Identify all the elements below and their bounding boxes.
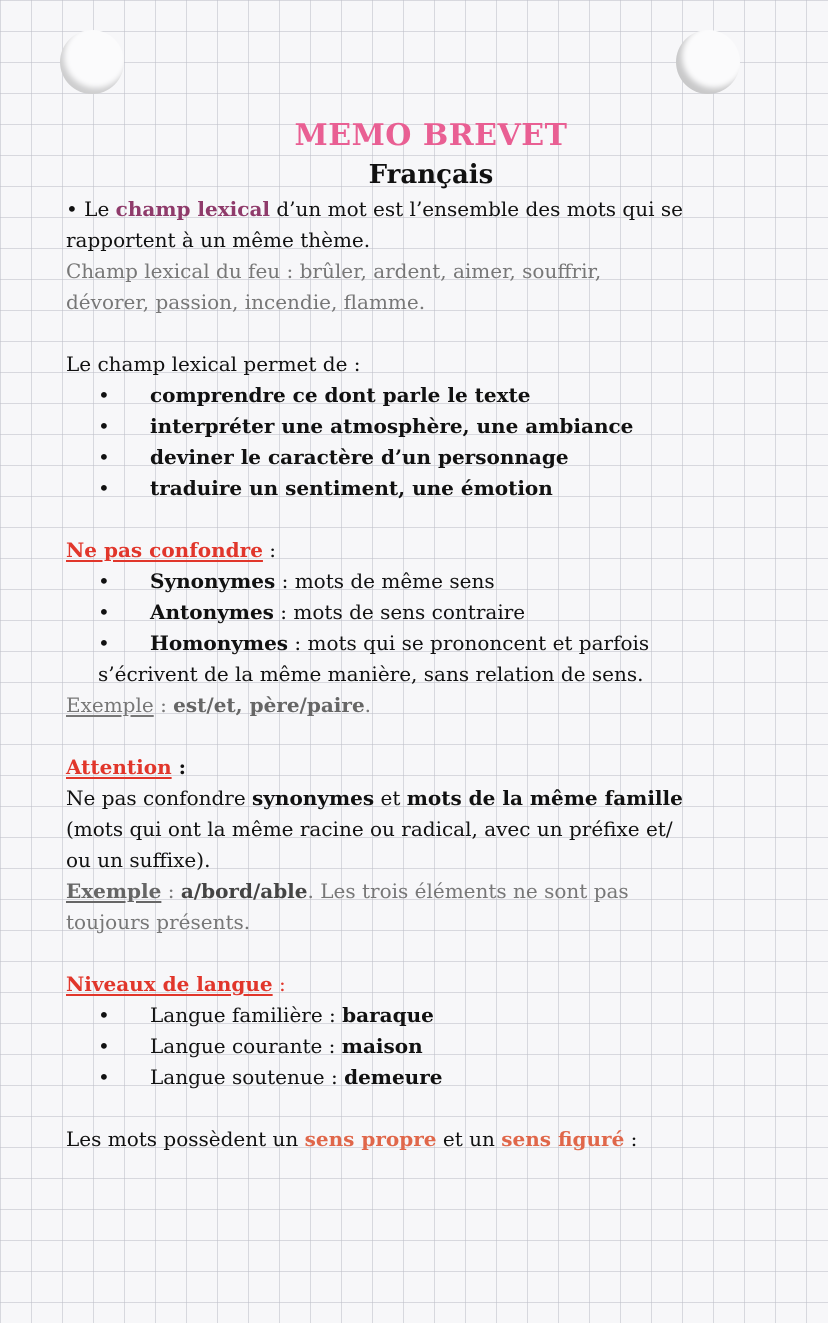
list-item: • Synonymes : mots de même sens xyxy=(98,569,495,593)
list-item: • Homonymes : mots qui se prononcent et parfois xyxy=(98,631,650,655)
sens-line: Les mots possèdent un sens propre et un sens figuré : xyxy=(66,1127,638,1151)
binder-hole-right xyxy=(676,30,740,94)
list-item: • traduire un sentiment, une émotion xyxy=(98,476,553,500)
niveaux-heading: Niveaux de langue xyxy=(66,972,273,996)
list-item: • Antonymes : mots de sens contraire xyxy=(98,600,526,624)
homonymes-continuation: s’écrivent de la même manière, sans relation de sens. xyxy=(98,662,644,686)
attention-line-1: Ne pas confondre synonymes et mots de la même famille xyxy=(66,786,683,810)
term-champ-lexical: champ lexical xyxy=(115,197,271,221)
attention-heading-line: Attention : xyxy=(66,755,186,779)
attention-line-3: ou un suffixe). xyxy=(66,848,211,872)
champ-lexical-example-1: Champ lexical du feu : brûler, ardent, aimer, souffrir, xyxy=(66,259,602,283)
binder-hole-left xyxy=(60,30,124,94)
champ-lexical-example-2: dévorer, passion, incendie, flamme. xyxy=(66,290,426,314)
list-item: • Langue courante : maison xyxy=(98,1034,423,1058)
list-item: • comprendre ce dont parle le texte xyxy=(98,383,531,407)
champ-lexical-permet: Le champ lexical permet de : xyxy=(66,352,361,376)
list-item: • deviner le caractère d’un personnage xyxy=(98,445,569,469)
attention-example-cont: toujours présents. xyxy=(66,910,251,934)
confondre-heading: Ne pas confondre xyxy=(66,538,263,562)
attention-line-2: (mots qui ont la même racine ou radical, avec un préfixe et/ xyxy=(66,817,673,841)
attention-example: Exemple : a/bord/able. Les trois éléments ne sont pas xyxy=(66,879,629,903)
niveaux-list xyxy=(66,1000,796,1093)
champ-lexical-definition-cont: rapportent à un même thème. xyxy=(66,228,371,252)
page-subtitle: Français xyxy=(368,160,494,190)
list-item: • Langue familière : baraque xyxy=(98,1003,434,1027)
list-item: • interpréter une atmosphère, une ambiance xyxy=(98,414,634,438)
niveaux-heading-line: Niveaux de langue : xyxy=(66,972,286,996)
confondre-example: Exemple : est/et, père/paire. xyxy=(66,693,372,717)
list-item: • Langue soutenue : demeure xyxy=(98,1065,443,1089)
memo-page xyxy=(66,118,796,1155)
champ-lexical-list xyxy=(66,380,796,504)
confondre-list xyxy=(66,566,796,659)
attention-heading: Attention xyxy=(66,755,172,779)
bullet: • xyxy=(66,197,78,221)
confondre-heading-line: Ne pas confondre : xyxy=(66,538,277,562)
champ-lexical-definition: • Le champ lexical d’un mot est l’ensemble des mots qui se xyxy=(66,197,683,221)
page-title: MEMO BREVET xyxy=(294,118,568,153)
